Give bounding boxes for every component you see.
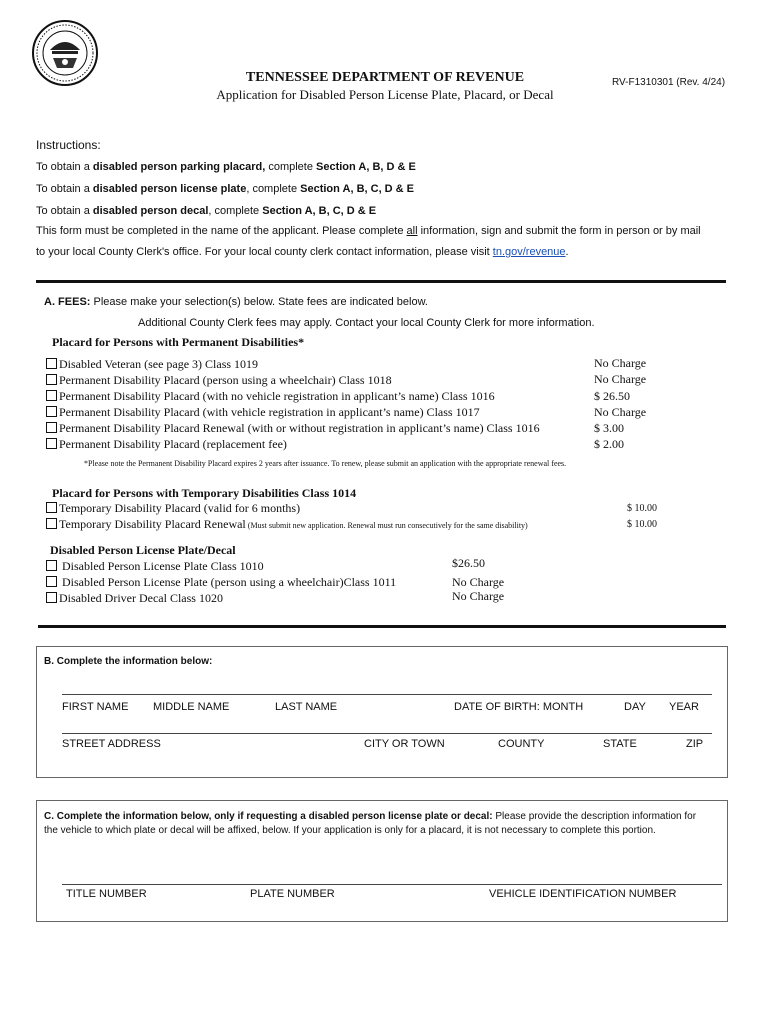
checkbox[interactable] [46, 422, 57, 433]
last-name-label: LAST NAME [275, 701, 338, 713]
divider [38, 625, 726, 628]
checkbox[interactable] [46, 358, 57, 369]
fee-amount: $ 10.00 [627, 503, 657, 514]
fee-amount: No Charge [594, 372, 647, 386]
fee-item-temporary-renewal: Temporary Disability Placard Renewal (Must submit new application. Renewal must run consecutively for the same disability) [46, 517, 528, 532]
instruction-county-clerk: to your local County Clerk's office. For your local county clerk contact information, please visit tn.gov/revenue. [36, 246, 569, 258]
section-a-heading: A. FEES: Please make your selection(s) below. State fees are indicated below. [44, 296, 428, 308]
fee-item-with-registration: Permanent Disability Placard (with vehicle registration in applicant’s name) Class 1017 [46, 405, 480, 420]
plate-number-label: PLATE NUMBER [250, 888, 335, 900]
state-label: STATE [603, 738, 637, 750]
fee-amount: No Charge [594, 356, 647, 370]
fee-amount: $ 3.00 [594, 421, 624, 435]
permanent-heading: Placard for Persons with Permanent Disabilities* [52, 335, 305, 349]
city-label: CITY OR TOWN [364, 738, 445, 750]
fee-amount: $ 2.00 [594, 437, 624, 451]
section-a-note: Additional County Clerk fees may apply. Contact your local County Clerk for more information. [138, 317, 595, 329]
fee-item-no-registration: Permanent Disability Placard (with no vehicle registration in applicant’s name) Class 1016 [46, 389, 495, 404]
page-title: TENNESSEE DEPARTMENT OF REVENUE [245, 70, 525, 85]
checkbox[interactable] [46, 576, 57, 587]
street-address-label: STREET ADDRESS [62, 738, 161, 750]
instruction-decal: To obtain a disabled person decal, complete Section A, B, C, D & E [36, 205, 377, 217]
checkbox[interactable] [46, 374, 57, 385]
form-number: RV-F1310301 (Rev. 4/24) [612, 77, 726, 88]
vehicle-info-line[interactable] [62, 884, 722, 885]
fee-amount: $ 26.50 [594, 389, 630, 403]
fee-item-renewal: Permanent Disability Placard Renewal (with or without registration in applicant’s name) Class 1016 [46, 421, 540, 436]
county-label: COUNTY [498, 738, 545, 750]
first-name-label: FIRST NAME [62, 701, 129, 713]
fee-item-driver-decal: Disabled Driver Decal Class 1020 [46, 591, 223, 606]
dob-day-label: DAY [624, 701, 646, 713]
checkbox[interactable] [46, 406, 57, 417]
fee-amount: $26.50 [452, 556, 485, 570]
temporary-heading: Placard for Persons with Temporary Disabilities Class 1014 [52, 486, 357, 500]
middle-name-label: MIDDLE NAME [153, 701, 230, 713]
section-b-heading: B. Complete the information below: [44, 656, 213, 667]
section-c-heading: C. Complete the information below, only if requesting a disabled person license plate or decal: Please provide the description information for the vehicle to which plate or decal will be affixed, below. If your application is only for a placard, it is not necessary to complete this portion. [44, 811, 697, 836]
dob-year-label: YEAR [669, 701, 699, 713]
page-subtitle: Application for Disabled Person License Plate, Placard, or Decal [216, 87, 554, 102]
instruction-plate: To obtain a disabled person license plate, complete Section A, B, C, D & E [36, 183, 415, 195]
instruction-complete-all: This form must be completed in the name of the applicant. Please complete all information, sign and submit the form in person or by mail [36, 225, 701, 237]
fee-item-license-plate-wheelchair: Disabled Person License Plate (person using a wheelchair)Class 1011 [46, 575, 396, 590]
revenue-link[interactable]: tn.gov/revenue [492, 246, 566, 258]
fee-item-wheelchair: Permanent Disability Placard (person using a wheelchair) Class 1018 [46, 373, 392, 388]
dob-month-label: DATE OF BIRTH: MONTH [454, 701, 584, 713]
fee-amount: No Charge [594, 405, 647, 419]
fee-amount: No Charge [452, 589, 505, 603]
checkbox[interactable] [46, 560, 57, 571]
permanent-note: *Please note the Permanent Disability Placard expires 2 years after issuance. To renew, please submit an application with the appropriate renewal fees. [84, 459, 567, 468]
fee-amount: $ 10.00 [627, 519, 657, 530]
instruction-placard: To obtain a disabled person parking placard, complete Section A, B, D & E [36, 161, 416, 173]
title-number-label: TITLE NUMBER [66, 888, 147, 900]
checkbox[interactable] [46, 502, 57, 513]
checkbox[interactable] [46, 438, 57, 449]
vin-label: VEHICLE IDENTIFICATION NUMBER [489, 888, 677, 900]
fee-item-replacement: Permanent Disability Placard (replacement fee) [46, 437, 287, 452]
checkbox[interactable] [46, 390, 57, 401]
fee-item-disabled-veteran: Disabled Veteran (see page 3) Class 1019 [46, 357, 258, 372]
plate-heading: Disabled Person License Plate/Decal [50, 543, 236, 557]
address-line[interactable] [62, 733, 712, 734]
checkbox[interactable] [46, 592, 57, 603]
checkbox[interactable] [46, 518, 57, 529]
instructions-heading: Instructions: [36, 138, 101, 152]
name-line[interactable] [62, 694, 712, 695]
fee-item-license-plate: Disabled Person License Plate Class 1010 [46, 559, 264, 574]
zip-label: ZIP [686, 738, 704, 750]
divider [36, 280, 726, 283]
fee-amount: No Charge [452, 575, 505, 589]
fee-item-temporary: Temporary Disability Placard (valid for 6 months) [46, 501, 300, 516]
